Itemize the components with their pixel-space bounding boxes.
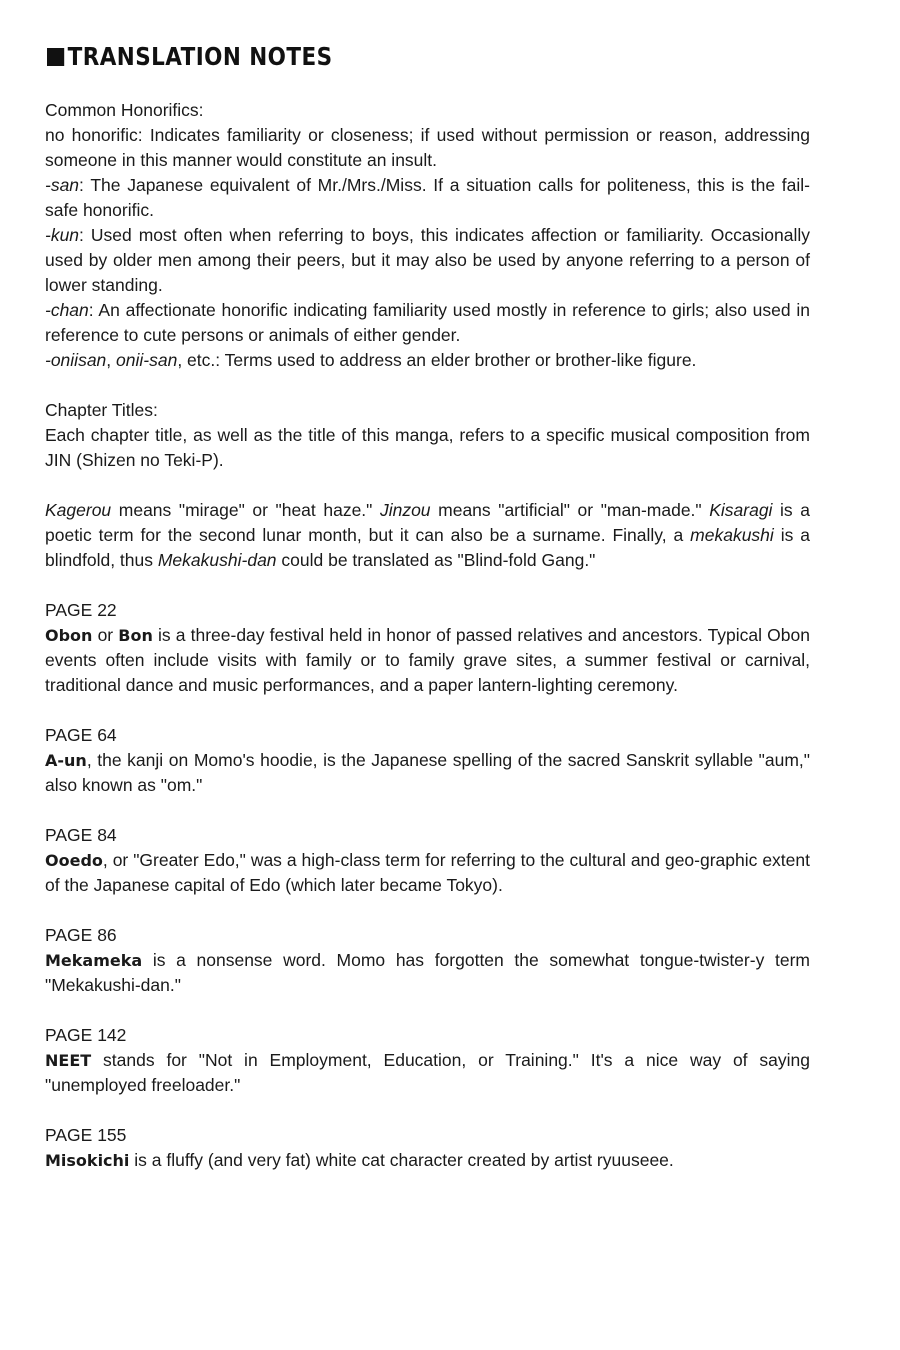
- term: -oniisan: [45, 350, 107, 370]
- honorifics-heading: Common Honorifics:: [45, 100, 204, 120]
- definition: is a three-day festival held in honor of passed relatives and ancestors. Typical Obon events often include visits with family or to family grave sites, a summer festival or carnival, traditional dance and music performances, and a paper lantern-lighting ceremony.: [45, 625, 810, 695]
- definition: , the kanji on Momo's hoodie, is the Japanese spelling of the sacred Sanskrit syllable "aum," also known as "om.": [45, 750, 810, 795]
- honorific-san: [45, 173, 810, 223]
- note-page-22: [45, 598, 810, 698]
- page-label: PAGE 142: [45, 1025, 127, 1045]
- page-title: [47, 42, 332, 71]
- definition: : Used most often when referring to boys, this indicates affection or familiarity. Occasionally used by older men among their peers, but it may also be used by anyone referring to a person of lower standing.: [45, 225, 810, 295]
- text: or: [92, 625, 119, 645]
- term: mekakushi: [690, 525, 774, 545]
- term: Bon: [118, 626, 153, 645]
- page-label: PAGE 84: [45, 825, 117, 845]
- chapter-titles-section: [45, 398, 810, 473]
- page-label: PAGE 155: [45, 1125, 127, 1145]
- honorifics-section: [45, 98, 810, 373]
- notes-content: [45, 98, 810, 1198]
- term: onii-san: [116, 350, 178, 370]
- term: no honorific: [45, 125, 138, 145]
- text: could be translated as "Blind-fold Gang.": [276, 550, 596, 570]
- note-page-142: [45, 1023, 810, 1098]
- term: Misokichi: [45, 1151, 130, 1170]
- definition: stands for "Not in Employment, Education, or Training." It's a nice way of saying "unemployed freeloader.": [45, 1050, 810, 1095]
- honorific-kun: [45, 223, 810, 298]
- page-label: PAGE 22: [45, 600, 117, 620]
- square-bullet-icon: [47, 48, 64, 66]
- page-label: PAGE 86: [45, 925, 117, 945]
- note-page-86: [45, 923, 810, 998]
- definition: is a fluffy (and very fat) white cat character created by artist ryuuseee.: [129, 1150, 674, 1170]
- term: Obon: [45, 626, 93, 645]
- term: Jinzou: [379, 500, 431, 520]
- term: NEET: [45, 1051, 92, 1070]
- honorific-none: [45, 123, 810, 173]
- note-page-84: [45, 823, 810, 898]
- definition: : The Japanese equivalent of Mr./Mrs./Miss. If a situation calls for politeness, this is the fail-safe honorific.: [45, 175, 810, 220]
- separator: ,: [106, 350, 117, 370]
- term: Kagerou: [45, 500, 112, 520]
- chapter-titles-text: Each chapter title, as well as the title of this manga, refers to a specific musical composition from JIN (Shizen no Teki-P).: [45, 425, 810, 470]
- honorific-chan: [45, 298, 810, 348]
- term: -san: [45, 175, 80, 195]
- note-page-155: [45, 1123, 810, 1173]
- definition: , or "Greater Edo," was a high-class term for referring to the cultural and geo-graphic extent of the Japanese capital of Edo (which later became Tokyo).: [45, 850, 810, 895]
- definition: : An affectionate honorific indicating familiarity used mostly in reference to girls; also used in reference to cute persons or animals of either gender.: [45, 300, 810, 345]
- definition: , etc.: Terms used to address an elder brother or brother-like figure.: [177, 350, 697, 370]
- term: Mekakushi-dan: [157, 550, 277, 570]
- note-page-64: [45, 723, 810, 798]
- term: -kun: [45, 225, 80, 245]
- term: A-un: [45, 751, 87, 770]
- term: Mekameka: [45, 951, 143, 970]
- title-text: TRANSLATION NOTES: [67, 42, 333, 71]
- text: is a blindfold, thus: [45, 525, 810, 570]
- honorific-oniisan: [45, 348, 810, 373]
- text: is a poetic term for the second lunar month, but it can also be a surname. Finally, a: [45, 500, 810, 545]
- term: Kisaragi: [709, 500, 773, 520]
- chapter-titles-heading: Chapter Titles:: [45, 400, 158, 420]
- definition: is a nonsense word. Momo has forgotten the somewhat tongue-twister-y term "Mekakushi-dan.": [45, 950, 810, 995]
- term: Ooedo: [45, 851, 103, 870]
- terms-paragraph: [45, 498, 810, 573]
- text: means "artificial" or "man-made.": [430, 500, 710, 520]
- definition: : Indicates familiarity or closeness; if used without permission or reason, addressing someone in this manner would constitute an insult.: [45, 125, 810, 170]
- term: -chan: [45, 300, 89, 320]
- text: means "mirage" or "heat haze.": [111, 500, 380, 520]
- page-label: PAGE 64: [45, 725, 117, 745]
